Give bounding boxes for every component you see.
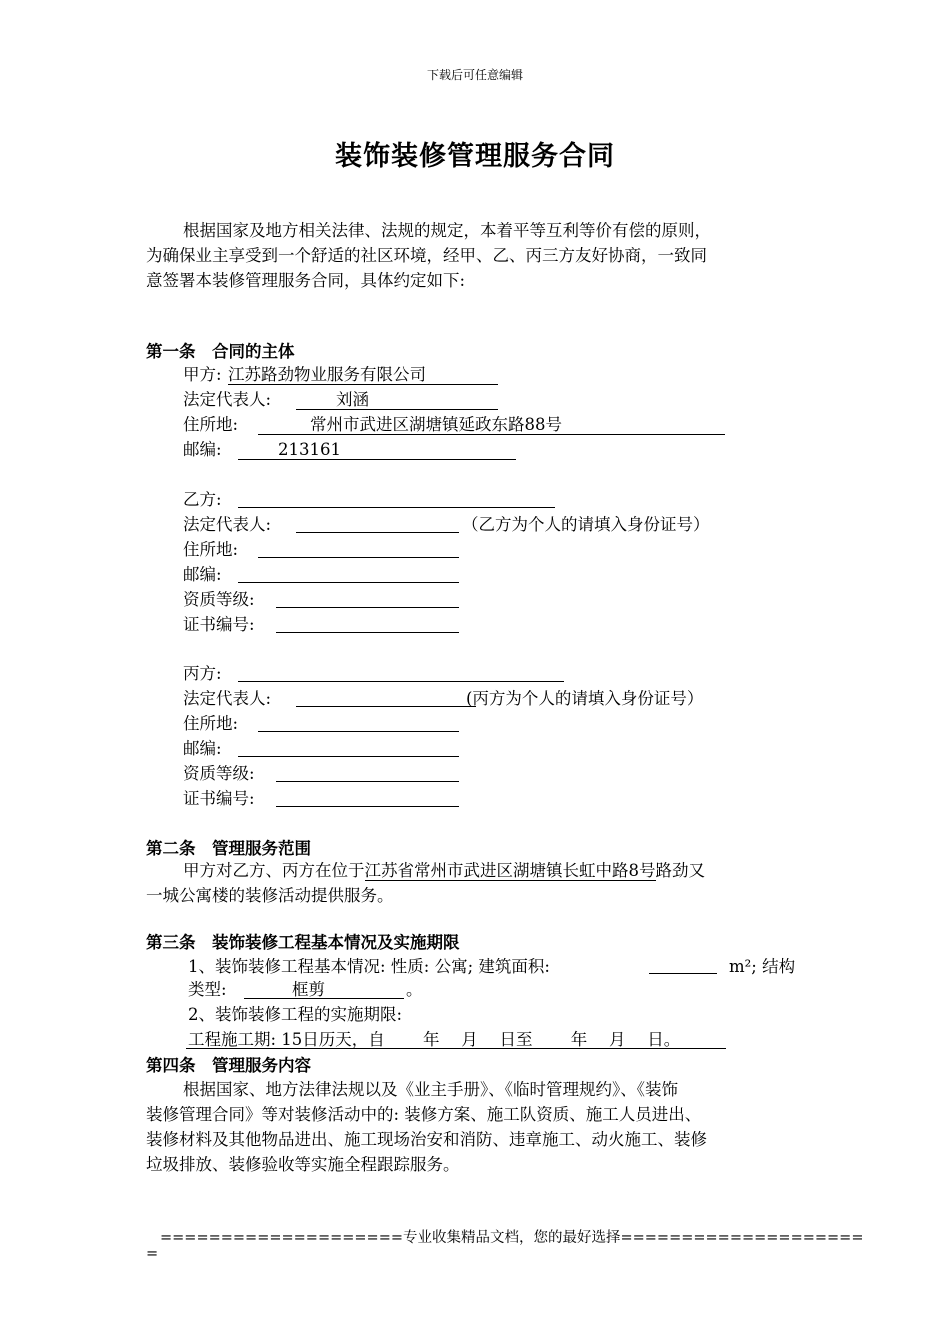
party-b-rep-label: 法定代表人: [183, 515, 272, 534]
article2-suffix: 路劲又 [655, 861, 705, 880]
party-b-label: 乙方: [183, 490, 222, 509]
header-note: 下载后可任意编辑 [426, 68, 523, 82]
party-c-rep-note: (丙方为个人的请填入身份证号） [466, 689, 704, 708]
intro-line-3: 意签署本装修管理服务合同，具体约定如下: [146, 271, 466, 290]
party-c-cert-field[interactable] [276, 806, 459, 807]
article4-heading: 第四条 管理服务内容 [146, 1056, 311, 1075]
article4-line-1: 根据国家、地方法律法规以及《业主手册》、《临时管理规约》、《装饰 [183, 1080, 678, 1099]
article4-line-3: 装修材料及其他物品进出、施工现场治安和消防、违章施工、动火施工、装修 [146, 1130, 707, 1149]
party-b-cert-label: 证书编号: [183, 615, 255, 634]
party-c-zip-field[interactable] [238, 756, 459, 757]
party-a-addr-underline [258, 434, 725, 435]
article3-line-1-unit: m²; 结构 [729, 957, 796, 976]
article1-heading: 第一条 合同的主体 [146, 342, 295, 361]
party-a-name-underline [228, 384, 498, 385]
party-b-name-field[interactable] [238, 507, 555, 508]
party-a-rep-value: 刘涵 [336, 390, 369, 409]
party-a-rep-label: 法定代表人: [183, 390, 272, 409]
party-a-addr-value: 常州市武进区湖塘镇延政东路88号 [310, 415, 562, 434]
document-title: 装饰装修管理服务合同 [335, 141, 615, 172]
article2-line-1 [183, 858, 705, 883]
article3-line-4: 工程施工期: 15日历天，自 年 月 日至 年 月 日。 [188, 1030, 681, 1049]
party-b-rep-field[interactable] [296, 532, 459, 533]
party-c-label: 丙方: [183, 664, 222, 683]
party-c-qual-label: 资质等级: [183, 764, 255, 783]
party-b-cert-field[interactable] [276, 632, 459, 633]
party-c-zip-label: 邮编: [183, 739, 222, 758]
building-area-field[interactable] [649, 973, 717, 974]
party-b-zip-label: 邮编: [183, 565, 222, 584]
party-c-name-field[interactable] [238, 681, 564, 682]
intro-line-2: 为确保业主享受到一个舒适的社区环境，经甲、乙、丙三方友好协商，一致同 [146, 246, 707, 265]
article2-prefix: 甲方对乙方、丙方在位于 [183, 861, 365, 880]
party-c-qual-field[interactable] [276, 781, 459, 782]
structure-type-label: 类型: [188, 980, 227, 999]
party-a-zip-value: 213161 [278, 440, 341, 459]
party-a-rep-underline [296, 409, 498, 410]
party-b-addr-label: 住所地: [183, 540, 239, 559]
party-c-addr-label: 住所地: [183, 714, 239, 733]
party-c-rep-field[interactable] [296, 706, 476, 707]
article2-line-2: 一城公寓楼的装修活动提供服务。 [146, 886, 394, 905]
party-b-zip-field[interactable] [238, 582, 459, 583]
party-b-rep-note: （乙方为个人的请填入身份证号） [462, 515, 710, 534]
structure-type-end: 。 [406, 980, 423, 999]
construction-period-underline [186, 1048, 726, 1049]
party-a-addr-label: 住所地: [183, 415, 239, 434]
article3-line-3: 2、装饰装修工程的实施期限: [188, 1005, 403, 1024]
article2-heading: 第二条 管理服务范围 [146, 839, 311, 858]
structure-type-underline [244, 998, 404, 999]
party-c-addr-field[interactable] [258, 731, 459, 732]
party-b-addr-field[interactable] [258, 557, 459, 558]
article3-heading: 第三条 装饰装修工程基本情况及实施期限 [146, 933, 460, 952]
structure-type-value: 框剪 [292, 980, 325, 999]
footer-line-1: ====================专业收集精品文档，您的最好选择==================== [160, 1230, 864, 1246]
intro-line-1: 根据国家及地方相关法律、法规的规定，本着平等互利等价有偿的原则， [183, 221, 711, 240]
article2-location: 江苏省常州市武进区湖塘镇长虹中路8号 [364, 861, 656, 880]
footer-line-2: = [146, 1246, 159, 1262]
article4-line-2: 装修管理合同》等对装修活动中的: 装修方案、施工队资质、施工人员进出、 [146, 1105, 702, 1124]
article3-line-1-prefix: 1、装饰装修工程基本情况: 性质: 公寓; 建筑面积: [188, 957, 550, 976]
party-c-rep-label: 法定代表人: [183, 689, 272, 708]
party-a-label: 甲方: [183, 365, 222, 384]
party-c-cert-label: 证书编号: [183, 789, 255, 808]
party-a-zip-label: 邮编: [183, 440, 222, 459]
article4-line-4: 垃圾排放、装修验收等实施全程跟踪服务。 [146, 1155, 460, 1174]
party-b-qual-label: 资质等级: [183, 590, 255, 609]
party-b-qual-field[interactable] [276, 607, 459, 608]
party-a-zip-underline [238, 459, 516, 460]
party-a-name: 江苏路劲物业服务有限公司 [228, 365, 426, 384]
